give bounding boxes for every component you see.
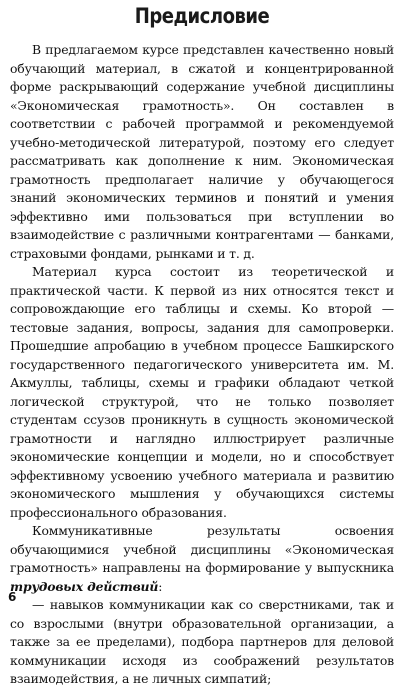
paragraph-course-material: Материал курса состоит из теоретической и практической части. К первой из них относятся текст и сопровождающие его таблицы и схемы. Ко второй — тестовые задания, вопросы, задания для самопроверки. Прошедшие апробацию в учебном процессе Башкирского государственного педагогического университета им. М. Акмуллы, таблицы, схемы и графики обладают четкой логической структурой, что не только позволяет студентам ссузов проникнуть в сущность экономической грамотности и наглядно иллюстрирует различные экономические концепции и модели, но и способствует эффективному усвоению учебного материала и развитию экономического мышления у обучающихся системы профессионального образования. <box>10 264 394 520</box>
paragraph-intro: В предлагаемом курсе представлен качественно новый обучающий материал, в сжатой и концентрированной форме раскрывающий содержание учебной дисциплины «Экономическая грамотность». Он составлен в соответствии с рабочей программой и рекомендуемой учебно-методической литературой, поэтому его следует рассматривать как дополнение к ним. Экономическая грамотность предполагает наличие у обучающегося знаний экономических терминов и понятий и умения эффективно ими пользоваться при вступлении во взаимодействие с различными контрагентами — банками, страховыми фондами, рынками и т. д. <box>10 42 394 261</box>
page-number: 6 <box>8 590 17 604</box>
body-text <box>10 41 394 689</box>
paragraph-communicative-results <box>10 522 394 596</box>
page-title: Предисловие <box>134 4 270 28</box>
paragraph-text: Коммуникативные результаты освоения обучающимися учебной дисциплины «Экономическая грамотность» направлены на формирование у выпускника <box>10 523 394 575</box>
paragraph-text-end: : <box>158 578 163 594</box>
list-item: — навыков коммуникации как со сверстниками, так и со взрослыми (внутри образовательной организации, а также за ее пределами), подбора партнеров для деловой коммуникации исходя из соображений результатов взаимодействия, а не личных симпатий; <box>10 597 394 686</box>
emphasis-text: трудовых действий <box>10 578 159 594</box>
